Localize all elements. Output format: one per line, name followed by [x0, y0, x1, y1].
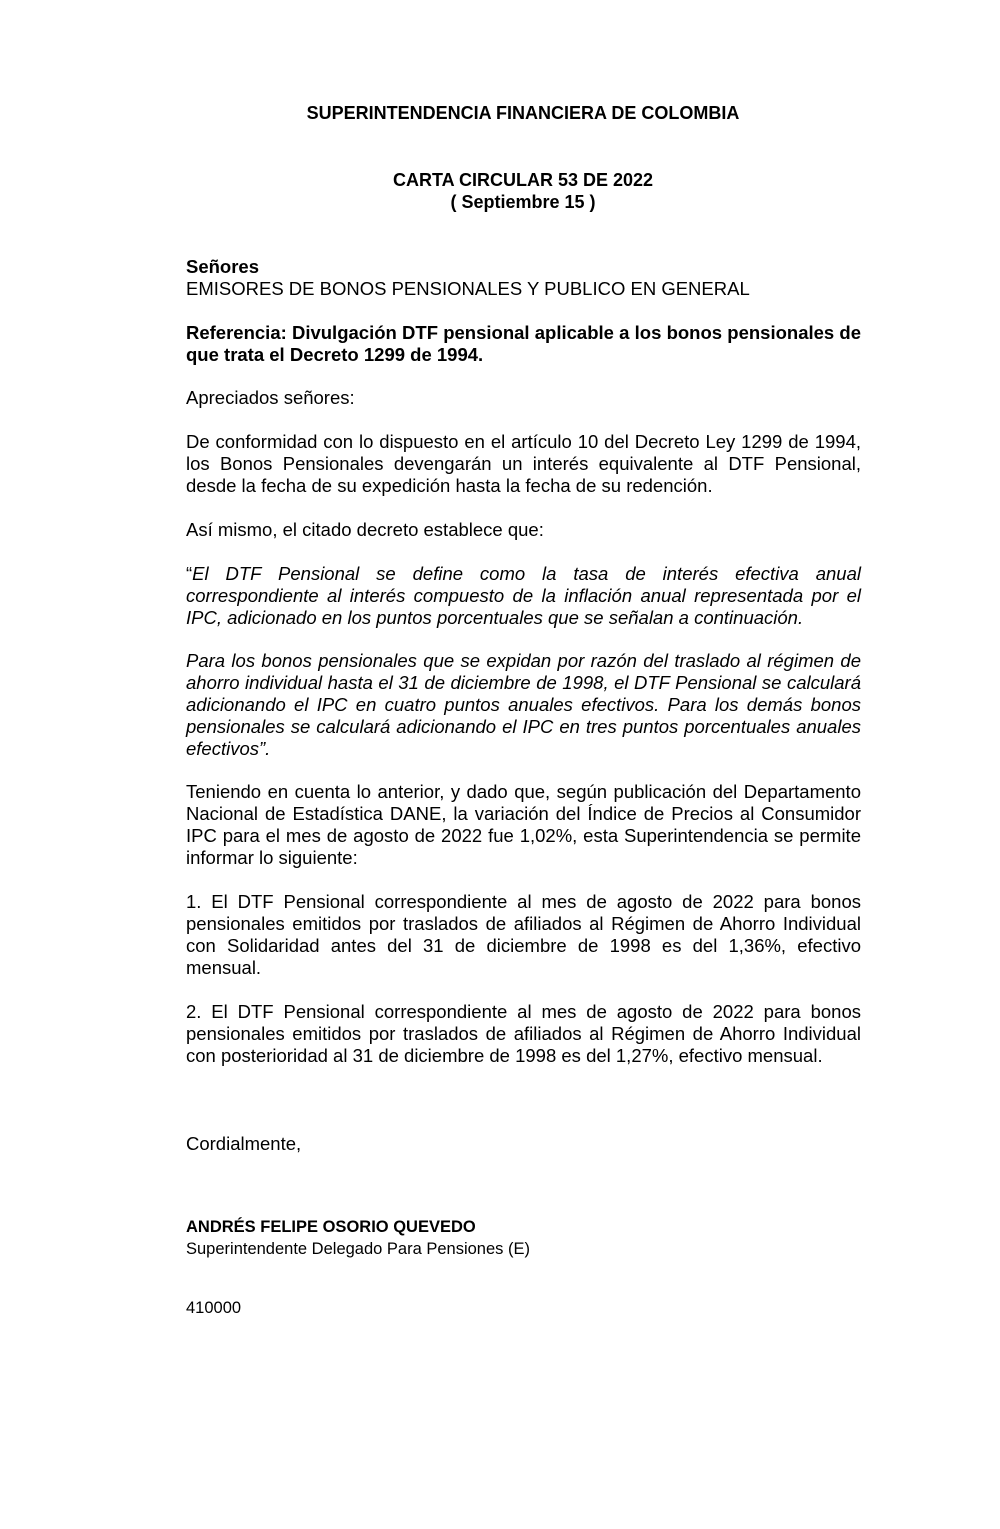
closing: Cordialmente,: [186, 1133, 302, 1154]
salutation: Señores: [186, 256, 260, 277]
circular-date: ( Septiembre 15 ): [450, 192, 596, 212]
list-item-2: 2. El DTF Pensional correspondiente al mes de agosto de 2022 para bonos pensionales emitidos por traslados de afiliados al Régimen de Ahorro Individual con posterioridad al 31 de diciembre de 1998 es del 1,27%, efectivo mensual.: [186, 1001, 861, 1066]
signatory-position: Superintendente Delegado Para Pensiones (E): [186, 1240, 530, 1258]
quote-text-1: El DTF Pensional se define como la tasa de interés efectiva anual correspondiente al interés compuesto de la inflación anual representada por el IPC, adicionado en los puntos porcentuales que se señalan a continuación.: [186, 563, 861, 628]
addressee-block: [186, 256, 861, 300]
paragraph-3: Teniendo en cuenta lo anterior, y dado que, según publicación del Departamento Nacional de Estadística DANE, la variación del Índice de Precios al Consumidor IPC para el mes de agosto de 2022 fue 1,02%, esta Superintendencia se permite informar lo siguiente:: [186, 781, 861, 868]
signature-block: [186, 1216, 861, 1260]
circular-title: CARTA CIRCULAR 53 DE 2022: [392, 170, 654, 190]
recipients: EMISORES DE BONOS PENSIONALES Y PUBLICO EN GENERAL: [186, 278, 750, 299]
paragraph-2: Así mismo, el citado decreto establece que:: [186, 519, 544, 540]
quote-paragraph-2: Para los bonos pensionales que se expidan por razón del traslado al régimen de ahorro individual hasta el 31 de diciembre de 1998, el DTF Pensional se calculará adicionando el IPC en cuatro puntos anuales efectivos. Para los demás bonos pensionales se calculará adicionando el IPC en tres puntos porcentuales anuales efectivos”.: [186, 650, 861, 759]
office-code: 410000: [186, 1299, 242, 1317]
quote-open-mark: “: [186, 563, 193, 584]
signatory-name: ANDRÉS FELIPE OSORIO QUEVEDO: [186, 1218, 476, 1236]
reference-line: Referencia: Divulgación DTF pensional aplicable a los bonos pensionales de que trata el Decreto 1299 de 1994.: [186, 322, 861, 365]
paragraph-1: De conformidad con lo dispuesto en el artículo 10 del Decreto Ley 1299 de 1994, los Bonos Pensionales devengarán un interés equivalente al DTF Pensional, desde la fecha de su expedición hasta la fecha de su redención.: [186, 431, 861, 496]
list-item-1: 1. El DTF Pensional correspondiente al mes de agosto de 2022 para bonos pensionales emitidos por traslados de afiliados al Régimen de Ahorro Individual con Solidaridad antes del 31 de diciembre de 1998 es del 1,36%, efectivo mensual.: [186, 891, 861, 978]
organization-title: SUPERINTENDENCIA FINANCIERA DE COLOMBIA: [306, 103, 740, 123]
quote-paragraph-1: [186, 563, 861, 629]
greeting: Apreciados señores:: [186, 387, 355, 408]
